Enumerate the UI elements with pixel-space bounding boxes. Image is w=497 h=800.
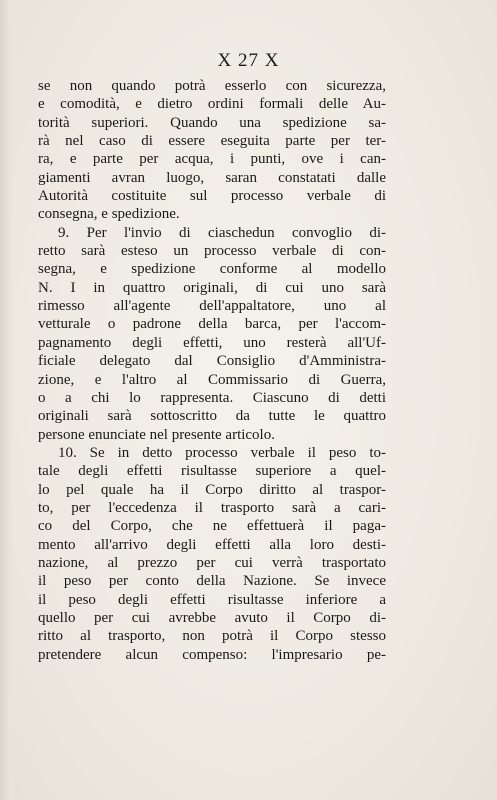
text-line: rimesso all'agente dell'appaltatore, uno al	[38, 298, 386, 315]
text-line: ritto al trasporto, non potrà il Corpo stesso	[38, 628, 386, 645]
text-line: e comodità, e dietro ordini formali delle Au-	[38, 96, 386, 113]
text-line: N. I in quattro originali, di cui uno sarà	[38, 279, 386, 296]
text-line: giamenti avran luogo, saran constatati dalle	[38, 169, 386, 186]
text-line: to, per l'eccedenza il trasporto sarà a cari-	[38, 499, 386, 516]
text-line: pagnamento degli effetti, uno resterà all'Uf-	[38, 334, 386, 351]
text-line: il peso per conto della Nazione. Se invece	[38, 573, 386, 590]
text-line: o a chi lo rappresenta. Ciascuno di detti	[38, 389, 386, 406]
text-line: originali sarà sottoscritto da tutte le quattro	[38, 408, 386, 425]
text-line: se non quando potrà esserlo con sicurezza,	[38, 78, 386, 94]
text-line: consegna, e spedizione.	[38, 206, 180, 223]
text-line: tale degli effetti risultasse superiore a quel-	[38, 463, 386, 480]
text-line: 9. Per l'invio di ciaschedun convoglio di-	[58, 224, 386, 241]
text-line: lo pel quale ha il Corpo diritto al traspor-	[38, 481, 386, 498]
text-line: ficiale delegato dal Consiglio d'Amministra-	[38, 353, 386, 370]
text-line: torità superiori. Quando una spedizione sa-	[38, 114, 386, 131]
text-line: segna, e spedizione conforme al modello	[38, 261, 386, 278]
text-line: vetturale o padrone della barca, per l'accom-	[38, 316, 386, 333]
text-line: ra, e parte per acqua, i punti, ove i can-	[38, 151, 386, 168]
page-gutter	[0, 0, 14, 800]
text-line: retto sarà esteso un processo verbale di con-	[38, 243, 386, 260]
text-line: il peso degli effetti risultasse inferiore a	[38, 591, 386, 608]
text-line: 10. Se in detto processo verbale il peso to-	[58, 444, 386, 461]
page-number: X 27 X	[217, 50, 280, 71]
text-line: nazione, al prezzo per cui verrà trasportato	[38, 554, 386, 571]
body-text	[38, 77, 386, 664]
text-line: Autorità costituite sul processo verbale di	[38, 188, 386, 205]
text-line: persone enunciate nel presente articolo.	[38, 426, 275, 443]
text-line: zione, e l'altro al Commissario di Guerra,	[38, 371, 386, 388]
text-line: mento all'arrivo degli effetti alla loro desti-	[38, 536, 386, 553]
text-line: pretendere alcun compenso: l'impresario pe-	[38, 646, 386, 663]
text-line: co del Corpo, che ne effettuerà il paga-	[38, 518, 386, 535]
text-line: rà nel caso di essere eseguita parte per ter-	[38, 133, 386, 150]
text-line: quello per cui avrebbe avuto il Corpo di-	[38, 609, 386, 626]
